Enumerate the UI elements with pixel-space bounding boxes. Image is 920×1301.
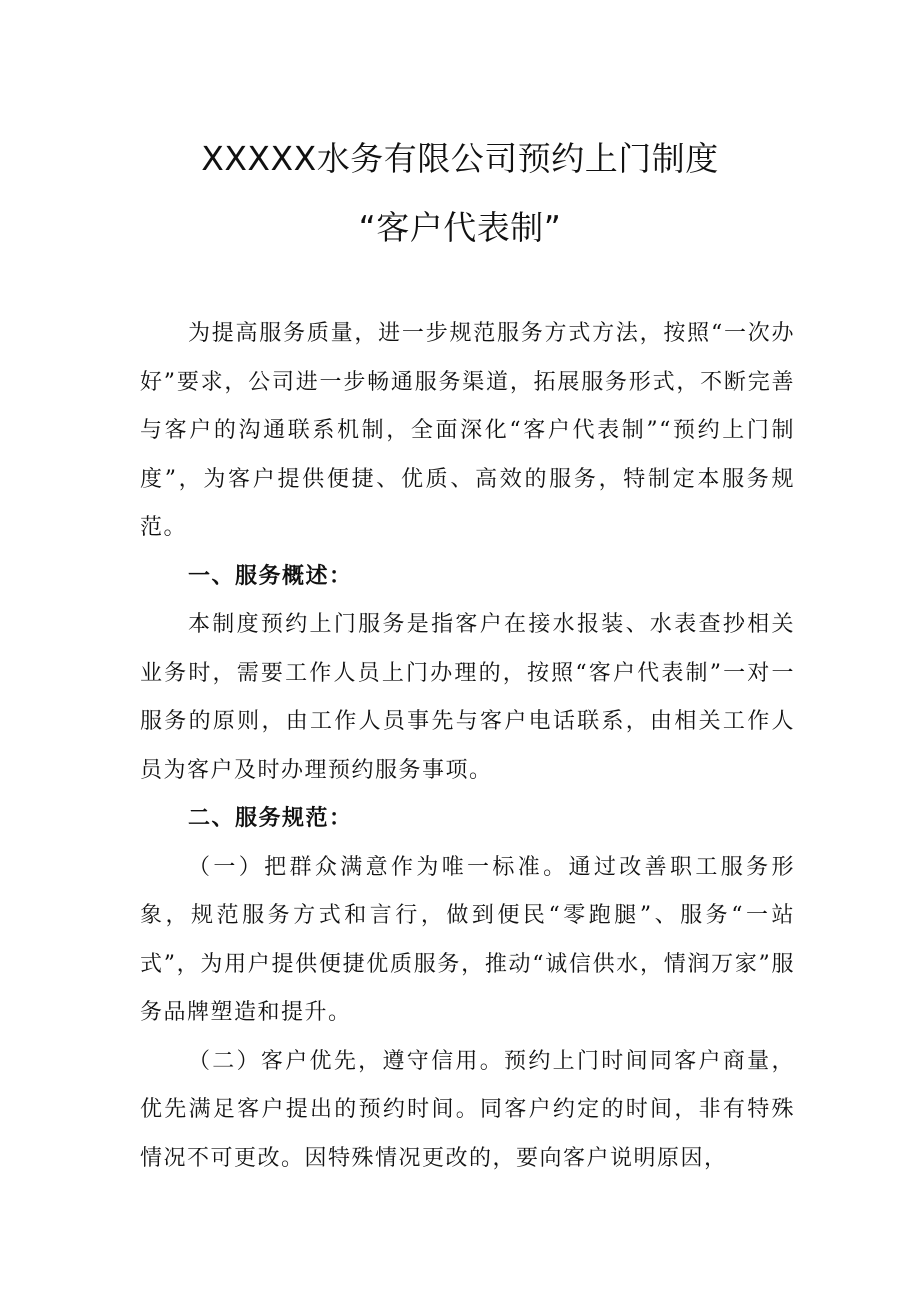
- document-subtitle: “客户代表制”: [358, 208, 562, 247]
- standards-item-1: （一）把群众满意作为唯一标准。通过改善职工服务形象，规范服务方式和言行，做到便民“零跑腿”、服务“一站式”，为用户提供便捷优质服务，推动“诚信供水，情润万家”服务品牌塑造和提升。: [140, 854, 795, 1025]
- document-body: [140, 310, 795, 1183]
- section-heading-overview: 一、服务概述：: [188, 563, 353, 589]
- section-heading-standards: 二、服务规范：: [188, 806, 353, 831]
- overview-paragraph: 本制度预约上门服务是指客户在接水报装、水表查抄相关业务时，需要工作人员上门办理的，按照“客户代表制”一对一服务的原则，由工作人员事先与客户电话联系，由相关工作人员为客户及时办理预约服务事项。: [140, 612, 795, 783]
- document-title: XXXXX水务有限公司预约上门制度: [201, 139, 719, 178]
- standards-item-2: （二）客户优先，遵守信用。预约上门时间同客户商量，优先满足客户提出的预约时间。同客户约定的时间，非有特殊情况不可更改。因特殊情况更改的，要向客户说明原因，: [140, 1048, 795, 1171]
- intro-paragraph: 为提高服务质量，进一步规范服务方式方法，按照“一次办好”要求，公司进一步畅通服务渠道，拓展服务形式，不断完善与客户的沟通联系机制，全面深化“客户代表制”“预约上门制度”，为客户提供便捷、优质、高效的服务，特制定本服务规范。: [140, 321, 795, 540]
